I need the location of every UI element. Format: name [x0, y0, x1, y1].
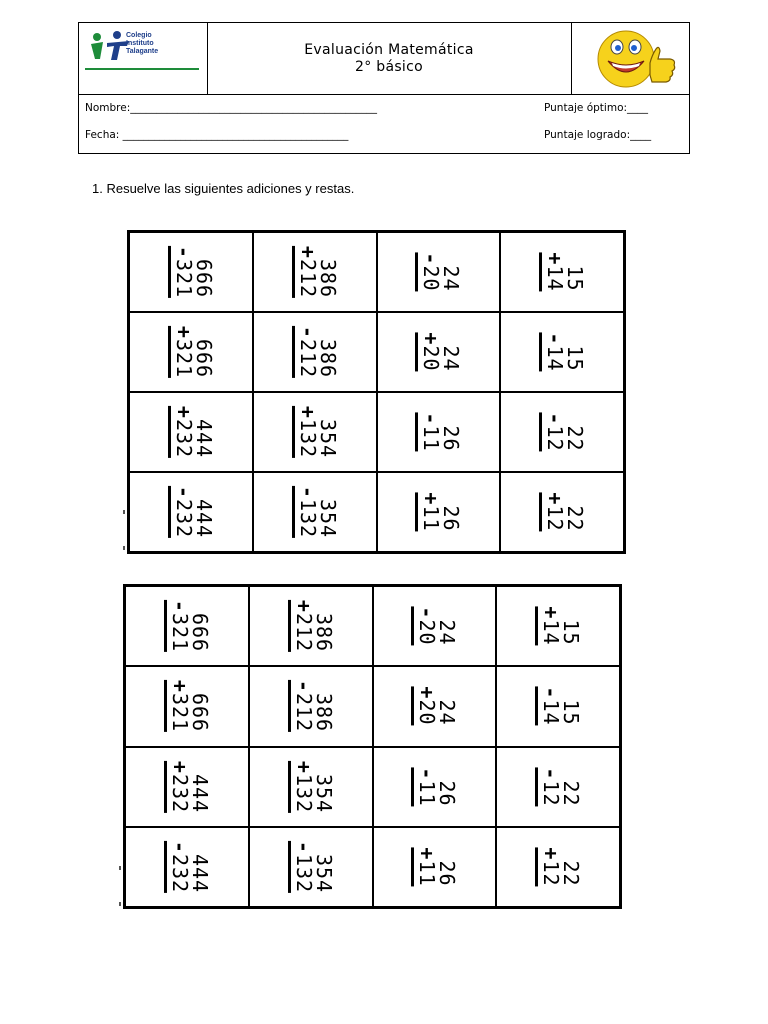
- operator-sign: -: [415, 606, 440, 620]
- first-operand: 26: [435, 860, 460, 887]
- second-operand: 232: [171, 498, 196, 539]
- arithmetic-problem: [411, 686, 460, 726]
- logo-underline: [85, 68, 199, 70]
- second-operand: 14: [539, 619, 564, 646]
- first-operand: 22: [563, 425, 588, 452]
- second-operand-row: [535, 686, 564, 726]
- second-operand-row: [539, 492, 568, 532]
- problem-cell: [253, 472, 377, 552]
- arithmetic-problem: [288, 680, 334, 732]
- second-operand-row: [168, 246, 194, 298]
- problems-grid: [123, 584, 622, 909]
- arithmetic-problem: [415, 412, 464, 452]
- operator-sign: -: [419, 412, 444, 426]
- first-operand: 354: [311, 853, 336, 893]
- problem-cell: [373, 747, 497, 827]
- second-operand-row: [539, 332, 568, 372]
- problem-cell: [496, 586, 620, 666]
- first-operand: 666: [191, 338, 216, 379]
- second-operand-row: [415, 492, 444, 532]
- second-operand-row: [411, 686, 440, 726]
- margin-mark: [123, 510, 125, 514]
- second-operand: 212: [291, 693, 316, 733]
- second-operand: 232: [167, 773, 192, 813]
- arithmetic-problem: [539, 252, 588, 292]
- problem-cell: [377, 392, 501, 472]
- second-operand-row: [292, 246, 318, 298]
- problem-cell: [373, 827, 497, 907]
- first-operand: 354: [315, 418, 340, 459]
- first-operand: 26: [439, 425, 464, 452]
- second-operand-row: [415, 412, 444, 452]
- second-operand-row: [539, 252, 568, 292]
- second-operand: 11: [419, 505, 444, 532]
- operator-sign: -: [295, 485, 320, 499]
- title-cell: [207, 23, 572, 94]
- smiley-cell: [572, 23, 689, 94]
- problem-cell: [373, 586, 497, 666]
- second-operand-row: [164, 841, 190, 893]
- second-operand-row: [292, 326, 318, 378]
- operator-sign: +: [295, 245, 320, 259]
- second-operand: 321: [171, 338, 196, 379]
- second-operand-row: [411, 847, 440, 887]
- arithmetic-problem: [535, 847, 584, 887]
- margin-mark: [123, 546, 125, 550]
- second-operand-row: [288, 600, 314, 652]
- arithmetic-problem: [164, 761, 210, 813]
- arithmetic-problem: [539, 332, 588, 372]
- first-operand: 444: [187, 853, 212, 893]
- problem-cell: [373, 666, 497, 746]
- first-operand: 15: [563, 265, 588, 292]
- operator-sign: -: [291, 680, 316, 694]
- second-operand-row: [164, 600, 190, 652]
- arithmetic-problem: [415, 252, 464, 292]
- arithmetic-problem: [535, 767, 584, 807]
- operator-sign: +: [419, 492, 444, 506]
- arithmetic-problem: [168, 406, 214, 458]
- problem-cell: [249, 666, 373, 746]
- second-operand: 11: [415, 780, 440, 807]
- arithmetic-problem: [539, 492, 588, 532]
- problem-cell: [125, 747, 249, 827]
- first-operand: 386: [311, 613, 336, 653]
- first-operand: 386: [315, 258, 340, 299]
- second-operand-row: [411, 606, 440, 646]
- operator-sign: -: [171, 245, 196, 259]
- arithmetic-problem: [411, 606, 460, 646]
- problem-cell: [377, 232, 501, 312]
- puntaje-optimo-field: Puntaje óptimo:____: [544, 102, 649, 114]
- second-operand-row: [292, 486, 318, 538]
- arithmetic-problem: [535, 606, 584, 646]
- second-operand: 20: [419, 265, 444, 292]
- first-operand: 666: [187, 613, 212, 653]
- operator-sign: -: [419, 252, 444, 266]
- logo-cell: [79, 23, 208, 94]
- problem-cell: [129, 232, 253, 312]
- second-operand-row: [168, 326, 194, 378]
- second-operand: 14: [543, 265, 568, 292]
- problem-cell: [249, 747, 373, 827]
- second-operand: 132: [291, 853, 316, 893]
- operator-sign: +: [419, 332, 444, 346]
- first-operand: 22: [563, 505, 588, 532]
- second-operand: 12: [543, 425, 568, 452]
- second-operand-row: [164, 680, 190, 732]
- logo-text: [126, 32, 158, 56]
- operator-sign: +: [415, 847, 440, 861]
- second-operand: 232: [167, 853, 192, 893]
- arithmetic-problem: [288, 600, 334, 652]
- first-operand: 26: [435, 780, 460, 807]
- first-operand: 15: [559, 699, 584, 726]
- second-operand-row: [164, 761, 190, 813]
- problem-cell: [496, 666, 620, 746]
- arithmetic-problem: [292, 486, 338, 538]
- operator-sign: -: [295, 325, 320, 339]
- problem-cell: [249, 827, 373, 907]
- problem-cell: [129, 472, 253, 552]
- operator-sign: +: [539, 606, 564, 620]
- problem-cell: [253, 312, 377, 392]
- operator-sign: -: [167, 840, 192, 854]
- first-operand: 444: [191, 498, 216, 539]
- second-operand-row: [411, 767, 440, 807]
- first-operand: 24: [439, 345, 464, 372]
- operator-sign: +: [539, 847, 564, 861]
- problem-cell: [129, 312, 253, 392]
- second-operand: 11: [419, 425, 444, 452]
- arithmetic-problem: [539, 412, 588, 452]
- operator-sign: +: [295, 405, 320, 419]
- first-operand: 15: [559, 619, 584, 646]
- header-top-row: [79, 23, 689, 95]
- instruction-text: 1. Resuelve las siguientes adiciones y restas.: [92, 181, 355, 196]
- problem-cell: [496, 747, 620, 827]
- smiley-thumbs-up-icon: [590, 27, 680, 91]
- second-operand: 20: [415, 619, 440, 646]
- arithmetic-problem: [292, 246, 338, 298]
- second-operand-row: [415, 252, 444, 292]
- operator-sign: +: [291, 760, 316, 774]
- arithmetic-problem: [292, 326, 338, 378]
- operator-sign: +: [543, 252, 568, 266]
- second-operand: 212: [291, 613, 316, 653]
- operator-sign: -: [291, 840, 316, 854]
- second-operand: 20: [419, 345, 444, 372]
- second-operand-row: [535, 767, 564, 807]
- arithmetic-problem: [288, 841, 334, 893]
- operator-sign: +: [167, 680, 192, 694]
- first-operand: 386: [311, 693, 336, 733]
- problem-cell: [377, 472, 501, 552]
- second-operand: 12: [543, 505, 568, 532]
- problem-cell: [129, 392, 253, 472]
- arithmetic-problem: [168, 486, 214, 538]
- arithmetic-problem: [411, 767, 460, 807]
- first-operand: 22: [559, 780, 584, 807]
- puntaje-logrado-field: Puntaje logrado:____: [544, 129, 652, 141]
- first-operand: 24: [435, 699, 460, 726]
- second-operand-row: [288, 680, 314, 732]
- nombre-field: Nombre:_______________________________________________: [85, 102, 378, 114]
- first-operand: 666: [191, 258, 216, 299]
- operator-sign: -: [539, 686, 564, 700]
- second-operand: 12: [539, 780, 564, 807]
- second-operand-row: [288, 761, 314, 813]
- problem-cell: [500, 312, 624, 392]
- operator-sign: +: [291, 600, 316, 614]
- second-operand: 321: [167, 693, 192, 733]
- operator-sign: -: [539, 767, 564, 781]
- arithmetic-problem: [164, 680, 210, 732]
- second-operand: 20: [415, 699, 440, 726]
- first-operand: 24: [435, 619, 460, 646]
- second-operand: 132: [295, 498, 320, 539]
- problems-grid: [127, 230, 626, 554]
- operator-sign: +: [167, 760, 192, 774]
- second-operand-row: [539, 412, 568, 452]
- first-operand: 666: [187, 693, 212, 733]
- arithmetic-problem: [292, 406, 338, 458]
- arithmetic-problem: [535, 686, 584, 726]
- second-operand: 14: [539, 699, 564, 726]
- arithmetic-problem: [288, 761, 334, 813]
- arithmetic-problem: [164, 600, 210, 652]
- logo-text-line: Instituto: [126, 40, 154, 47]
- operator-sign: -: [415, 767, 440, 781]
- second-operand: 212: [295, 338, 320, 379]
- first-operand: 444: [187, 773, 212, 813]
- problem-cell: [125, 827, 249, 907]
- first-operand: 386: [315, 338, 340, 379]
- second-operand-row: [535, 606, 564, 646]
- second-operand-row: [168, 486, 194, 538]
- operator-sign: -: [543, 412, 568, 426]
- problem-cell: [500, 232, 624, 312]
- page-title: Evaluación Matemática: [304, 41, 474, 58]
- problem-cell: [249, 586, 373, 666]
- first-operand: 22: [559, 860, 584, 887]
- second-operand: 132: [295, 418, 320, 459]
- second-operand: 321: [167, 613, 192, 653]
- first-operand: 15: [563, 345, 588, 372]
- operator-sign: +: [171, 405, 196, 419]
- second-operand: 132: [291, 773, 316, 813]
- problem-cell: [125, 586, 249, 666]
- operator-sign: +: [415, 686, 440, 700]
- problem-cell: [125, 666, 249, 746]
- problem-cell: [496, 827, 620, 907]
- arithmetic-problem: [168, 246, 214, 298]
- problem-cell: [377, 312, 501, 392]
- second-operand: 14: [543, 345, 568, 372]
- problem-cell: [500, 472, 624, 552]
- arithmetic-problem: [168, 326, 214, 378]
- first-operand: 24: [439, 265, 464, 292]
- logo-text-line: Talagante: [126, 48, 159, 55]
- operator-sign: +: [171, 325, 196, 339]
- second-operand-row: [168, 406, 194, 458]
- operator-sign: -: [543, 332, 568, 346]
- operator-sign: +: [543, 492, 568, 506]
- second-operand: 232: [171, 418, 196, 459]
- margin-mark: [119, 902, 121, 906]
- first-operand: 444: [191, 418, 216, 459]
- arithmetic-problem: [411, 847, 460, 887]
- first-operand: 26: [439, 505, 464, 532]
- fecha-field: Fecha: ___________________________________________: [85, 129, 349, 141]
- operator-sign: -: [167, 600, 192, 614]
- problem-cell: [253, 392, 377, 472]
- second-operand: 212: [295, 258, 320, 299]
- first-operand: 354: [311, 773, 336, 813]
- second-operand-row: [535, 847, 564, 887]
- second-operand-row: [292, 406, 318, 458]
- header-box: [78, 22, 690, 154]
- second-operand: 321: [171, 258, 196, 299]
- margin-mark: [119, 866, 121, 870]
- problem-cell: [500, 392, 624, 472]
- arithmetic-problem: [415, 332, 464, 372]
- second-operand: 11: [415, 860, 440, 887]
- operator-sign: -: [171, 485, 196, 499]
- first-operand: 354: [315, 498, 340, 539]
- logo-text-line: Colegio: [126, 32, 152, 39]
- problem-cell: [253, 232, 377, 312]
- second-operand: 12: [539, 860, 564, 887]
- second-operand-row: [288, 841, 314, 893]
- page-subtitle: 2° básico: [355, 58, 423, 75]
- arithmetic-problem: [415, 492, 464, 532]
- arithmetic-problem: [164, 841, 210, 893]
- second-operand-row: [415, 332, 444, 372]
